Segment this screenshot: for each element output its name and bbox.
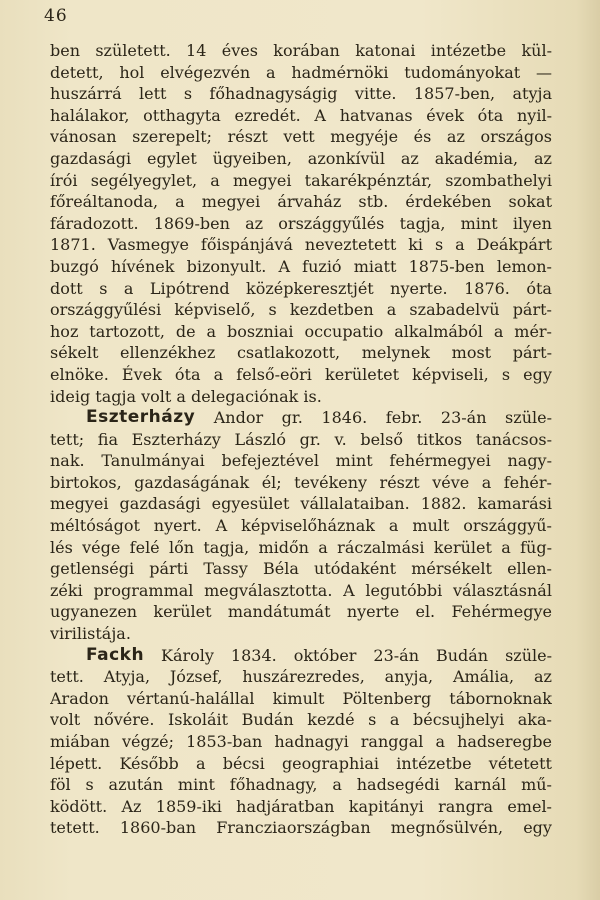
word: lemon-: [496, 256, 552, 276]
text-line: [50, 105, 552, 127]
word: s: [183, 84, 193, 104]
word: nyil-: [516, 105, 552, 125]
word: mint: [177, 775, 215, 795]
word: programmal: [93, 580, 194, 600]
word: lett: [139, 84, 167, 104]
word: tetett.: [50, 818, 100, 838]
word: Budán: [435, 645, 489, 665]
word: Később: [119, 753, 179, 773]
word: akadémia,: [434, 148, 519, 168]
word: el.: [415, 602, 436, 622]
word: Andor: [213, 408, 264, 428]
word: zéki: [50, 580, 83, 600]
word: kimult: [272, 688, 325, 708]
word: szerepelt;: [132, 127, 213, 147]
text-line: virilistája.: [50, 624, 131, 644]
word: s: [501, 364, 511, 384]
word: Aradon: [50, 688, 109, 708]
text-line: [50, 601, 552, 623]
word: getlenségi: [50, 559, 135, 579]
word: a: [213, 364, 224, 384]
word: korában: [273, 41, 340, 60]
word: elnöke.: [50, 364, 109, 384]
word: óta: [174, 364, 201, 384]
word: vett: [283, 127, 315, 147]
word: karnál: [454, 775, 507, 795]
word: de: [175, 321, 196, 341]
word: felső-eöri: [236, 364, 312, 384]
word: otthagyta: [143, 105, 221, 125]
word: s: [368, 710, 377, 730]
word: párti: [149, 559, 189, 579]
word: mult: [412, 516, 450, 536]
text-line: [50, 709, 552, 731]
word: a: [195, 753, 206, 773]
word: megnősülvén,: [390, 818, 504, 838]
word: főhadnagyságig: [209, 84, 338, 104]
word: él;: [261, 472, 282, 492]
word: miatt: [353, 256, 397, 276]
word: bizonyult.: [186, 256, 267, 276]
word: kerület: [153, 602, 212, 622]
word: 1882.: [420, 494, 467, 514]
word: kapitányi: [348, 796, 424, 816]
word: ügyeiben,: [212, 148, 292, 168]
word: sékelt: [50, 343, 99, 363]
word: október: [293, 645, 357, 665]
word: ráczalmási: [337, 537, 425, 557]
word: a: [386, 300, 397, 320]
word: főreáltanoda,: [50, 192, 159, 212]
word: tartozott,: [89, 321, 165, 341]
word: választásnál: [452, 580, 552, 600]
text-line: [50, 429, 552, 451]
word: fáradozott.: [50, 213, 139, 233]
word: fia: [97, 429, 118, 449]
word: Vasmegye: [107, 235, 189, 255]
word: mű-: [521, 775, 552, 795]
word: tett.: [50, 667, 84, 687]
word: volt: [50, 710, 81, 730]
word: birtokos,: [50, 472, 122, 492]
word: elvégezvén: [160, 62, 251, 82]
word: hol: [119, 62, 145, 82]
word: alkalmából: [394, 321, 483, 341]
word: kerület: [433, 537, 492, 557]
text-line: [50, 450, 552, 472]
word: született.: [95, 41, 171, 60]
word: hadsegédi: [356, 775, 440, 795]
word: azután: [108, 775, 164, 795]
word: Béla: [262, 559, 299, 579]
text-line: [50, 148, 552, 170]
word: József,: [169, 667, 223, 687]
word: rangra: [438, 796, 494, 816]
word: véve: [432, 472, 470, 492]
word: a: [481, 472, 492, 492]
word: takarékpénztár,: [304, 170, 433, 190]
word: bécsujhelyi: [413, 710, 505, 730]
entry-first-line: [50, 645, 552, 667]
word: 1857-ben,: [413, 84, 496, 104]
word: A: [343, 580, 355, 600]
word: Lipótrend: [149, 278, 230, 298]
word: v.: [334, 429, 347, 449]
word: vértanú-halállal: [127, 688, 255, 708]
word: fuzió: [302, 256, 342, 276]
word: évek: [426, 105, 464, 125]
word: anyja,: [384, 667, 434, 687]
word: nagy-: [507, 451, 552, 471]
word: boszniai: [226, 321, 294, 341]
word: fehér-: [503, 472, 552, 492]
word: végzé;: [121, 732, 175, 751]
word: országgyűlés: [278, 213, 385, 233]
word: emel-: [507, 796, 552, 816]
word: a: [266, 62, 276, 82]
text-line: [50, 558, 552, 580]
word: egylet: [146, 148, 197, 168]
text-line: [50, 213, 552, 235]
text-line: [50, 256, 552, 278]
word: gr.: [299, 429, 321, 449]
word: Az: [121, 796, 142, 816]
word: 1860-ban: [119, 818, 197, 838]
word: nyerte: [346, 602, 400, 622]
body-text: [50, 40, 552, 839]
word: ezredét.: [234, 105, 301, 125]
word: occupatio: [304, 321, 384, 341]
word: nyerte.: [390, 278, 448, 298]
word: mér-: [514, 321, 552, 341]
entry-headword: Eszterházy: [86, 407, 196, 428]
word: 23-án: [373, 645, 419, 665]
word: a: [175, 192, 185, 212]
word: párt-: [512, 300, 552, 320]
word: —: [536, 62, 552, 82]
word: buzgó: [50, 256, 99, 276]
word: a: [493, 321, 504, 341]
word: országos: [480, 127, 552, 147]
word: óta: [477, 105, 504, 125]
word: gazdasági: [50, 148, 132, 168]
word: a: [388, 516, 399, 536]
word: most: [451, 343, 492, 363]
word: a: [332, 775, 342, 795]
word: 1846.: [321, 408, 368, 428]
text-line: [50, 234, 552, 256]
word: a: [501, 537, 511, 557]
text-line: [50, 753, 552, 775]
word: legutóbbi: [365, 580, 443, 600]
word: lőn: [168, 537, 195, 557]
word: hatvanas: [339, 105, 413, 125]
word: föl: [50, 775, 71, 795]
word: Atyja,: [103, 667, 151, 687]
word: megválasztotta.: [204, 580, 333, 600]
word: tevékeny: [294, 472, 368, 492]
word: febr.: [385, 408, 423, 428]
word: segélyegylet,: [90, 170, 198, 190]
word: mint: [335, 451, 373, 471]
word: méltóságot: [50, 516, 140, 536]
word: halálakor,: [50, 105, 130, 125]
word: ellen-: [507, 559, 552, 579]
word: megyéje: [330, 127, 399, 147]
text-line: [50, 40, 552, 62]
word: ködött.: [50, 796, 108, 816]
word: képviseli,: [412, 364, 489, 384]
word: mint: [460, 213, 498, 233]
word: vitte.: [354, 84, 397, 104]
word: füg-: [520, 537, 552, 557]
word: kezdé: [307, 710, 355, 730]
word: érdekében: [405, 192, 492, 212]
word: csatlakozott,: [236, 343, 341, 363]
word: tagja,: [203, 537, 250, 557]
word: neveztetett: [304, 235, 397, 255]
word: Károly: [161, 645, 214, 665]
text-line: ideig tagja volt a delegaciónak is.: [50, 386, 322, 406]
word: s: [99, 278, 108, 298]
word: a: [435, 732, 446, 751]
text-line: [50, 537, 552, 559]
word: párt-: [512, 343, 552, 363]
text-line: [50, 191, 552, 213]
word: aka-: [517, 710, 552, 730]
word: országgyű-: [463, 516, 552, 536]
text-line: [50, 62, 552, 84]
word: Tassy: [203, 559, 248, 579]
word: 23-án: [440, 408, 487, 428]
word: képviselő,: [174, 300, 256, 320]
word: stb.: [358, 192, 389, 212]
word: kerületet: [325, 364, 400, 384]
word: mandátumát: [227, 602, 331, 622]
word: ugyanezen: [50, 602, 138, 622]
word: vállalataiban.: [300, 494, 410, 514]
text-line: [50, 688, 552, 710]
word: hadnagyi: [274, 732, 349, 751]
word: intézetbe: [430, 41, 507, 60]
word: ben: [50, 41, 81, 60]
word: s: [434, 235, 444, 255]
word: hívének: [111, 256, 175, 276]
word: intézetbe: [396, 753, 472, 773]
word: sokat: [508, 192, 552, 212]
word: az: [446, 127, 465, 147]
word: huszárezredes,: [242, 667, 365, 687]
word: képviselőháznak: [241, 516, 375, 536]
word: bécsi: [222, 753, 265, 773]
word: nővére.: [93, 710, 155, 730]
text-line: [50, 472, 552, 494]
word: Eszterházy: [131, 429, 221, 449]
word: A: [314, 105, 326, 125]
word: írói: [50, 170, 78, 190]
word: megyei: [50, 494, 109, 514]
word: Tanulmányai: [101, 451, 205, 471]
word: részt: [379, 472, 420, 492]
text-line: [50, 731, 552, 753]
word: az: [533, 148, 552, 168]
word: s: [85, 775, 94, 795]
word: katonai: [355, 41, 416, 60]
word: Pöltenberg: [342, 688, 432, 708]
word: a: [123, 278, 134, 298]
word: a: [455, 235, 465, 255]
word: hadseregbe: [457, 732, 552, 751]
word: dott: [50, 278, 83, 298]
word: geographiai: [281, 753, 380, 773]
word: egyesület: [211, 494, 290, 514]
word: egy: [523, 364, 552, 384]
word: szüle-: [505, 408, 552, 428]
word: ki: [408, 235, 424, 255]
word: utódaként: [314, 559, 397, 579]
word: a: [210, 170, 220, 190]
word: főhadnagy,: [229, 775, 318, 795]
text-line: [50, 83, 552, 105]
word: tudományokat: [404, 62, 521, 82]
word: 1834.: [230, 645, 277, 665]
word: a: [206, 321, 217, 341]
word: Amália,: [453, 667, 515, 687]
text-line: [50, 126, 552, 148]
word: A: [278, 256, 290, 276]
word: mérsékelt: [411, 559, 492, 579]
word: lés: [50, 537, 73, 557]
text-line: [50, 774, 552, 796]
word: detett,: [50, 62, 104, 82]
text-line: [50, 364, 552, 386]
word: 1869-ben: [153, 213, 230, 233]
word: kamarási: [477, 494, 552, 514]
word: ranggal: [360, 732, 424, 751]
word: tett;: [50, 429, 85, 449]
word: 14: [186, 41, 207, 60]
word: fehérmegyei: [389, 451, 491, 471]
word: megyei: [232, 170, 292, 190]
word: az: [533, 667, 552, 687]
text-line: [50, 342, 552, 364]
word: hoz: [50, 321, 79, 341]
text-line: [50, 493, 552, 515]
word: szabadelvü: [409, 300, 500, 320]
word: szombathelyi: [445, 170, 552, 190]
word: óta: [526, 278, 552, 298]
word: atyja: [512, 84, 552, 104]
word: az: [400, 148, 419, 168]
word: gr.: [281, 408, 303, 428]
word: éves: [221, 41, 258, 60]
word: titkos: [416, 429, 463, 449]
word: Budán: [241, 710, 294, 730]
word: a: [318, 537, 328, 557]
word: felé: [129, 537, 160, 557]
word: 1876.: [464, 278, 510, 298]
word: belső: [360, 429, 403, 449]
text-line: [50, 170, 552, 192]
word: részt: [227, 127, 268, 147]
word: ilyen: [512, 213, 552, 233]
word: azonkívül: [307, 148, 385, 168]
word: s: [268, 300, 277, 320]
word: 1853-ban: [186, 732, 263, 751]
word: huszárrá: [50, 84, 122, 104]
word: megyei: [201, 192, 261, 212]
text-line: [50, 321, 552, 343]
word: gazdasági: [119, 494, 201, 514]
word: 1871.: [50, 235, 96, 255]
word: nak.: [50, 451, 85, 471]
word: Francziaországban: [216, 818, 371, 838]
word: hadjáratban: [236, 796, 335, 816]
word: Deákpárt: [476, 235, 552, 255]
text-line: [50, 580, 552, 602]
word: az: [245, 213, 264, 233]
word: lépett.: [50, 753, 103, 773]
word: főispánjává: [200, 235, 293, 255]
word: Iskoláit: [167, 710, 229, 730]
word: tábornoknak: [449, 688, 552, 708]
word: vége: [82, 537, 121, 557]
word: kezdetben: [289, 300, 374, 320]
word: szüle-: [505, 645, 552, 665]
word: árvaház: [277, 192, 342, 212]
word: hadmérnöki: [291, 62, 389, 82]
word: befejeztével: [221, 451, 319, 471]
word: kül-: [521, 41, 552, 60]
word: Évek: [121, 364, 162, 384]
word: nyert.: [153, 516, 202, 536]
word: midőn: [258, 537, 309, 557]
word: tagja,: [399, 213, 446, 233]
entry-first-line: [50, 407, 552, 429]
word: miában: [50, 732, 110, 751]
text-line: [50, 515, 552, 537]
word: A: [215, 516, 228, 536]
text-line: [50, 666, 552, 688]
word: egy: [523, 818, 552, 838]
word: középkeresztjét: [246, 278, 374, 298]
word: vánosan: [50, 127, 117, 147]
word: 1875-ben: [408, 256, 485, 276]
text-line: [50, 278, 552, 300]
word: és: [413, 127, 432, 147]
word: a: [389, 710, 400, 730]
page-number: 46: [44, 6, 68, 26]
word: melynek: [361, 343, 430, 363]
text-line: [50, 299, 552, 321]
word: Fehérmegye: [451, 602, 552, 622]
word: vétetett: [488, 753, 552, 773]
word: 1859-iki: [155, 796, 222, 816]
word: ellenzékhez: [120, 343, 216, 363]
word: gazdaságának: [134, 472, 250, 492]
word: országgyűlési: [50, 300, 162, 320]
text-line: [50, 796, 552, 818]
text-line: [50, 817, 552, 839]
word: tanácsos-: [475, 429, 552, 449]
entry-headword: Fackh: [86, 644, 145, 665]
word: László: [234, 429, 286, 449]
